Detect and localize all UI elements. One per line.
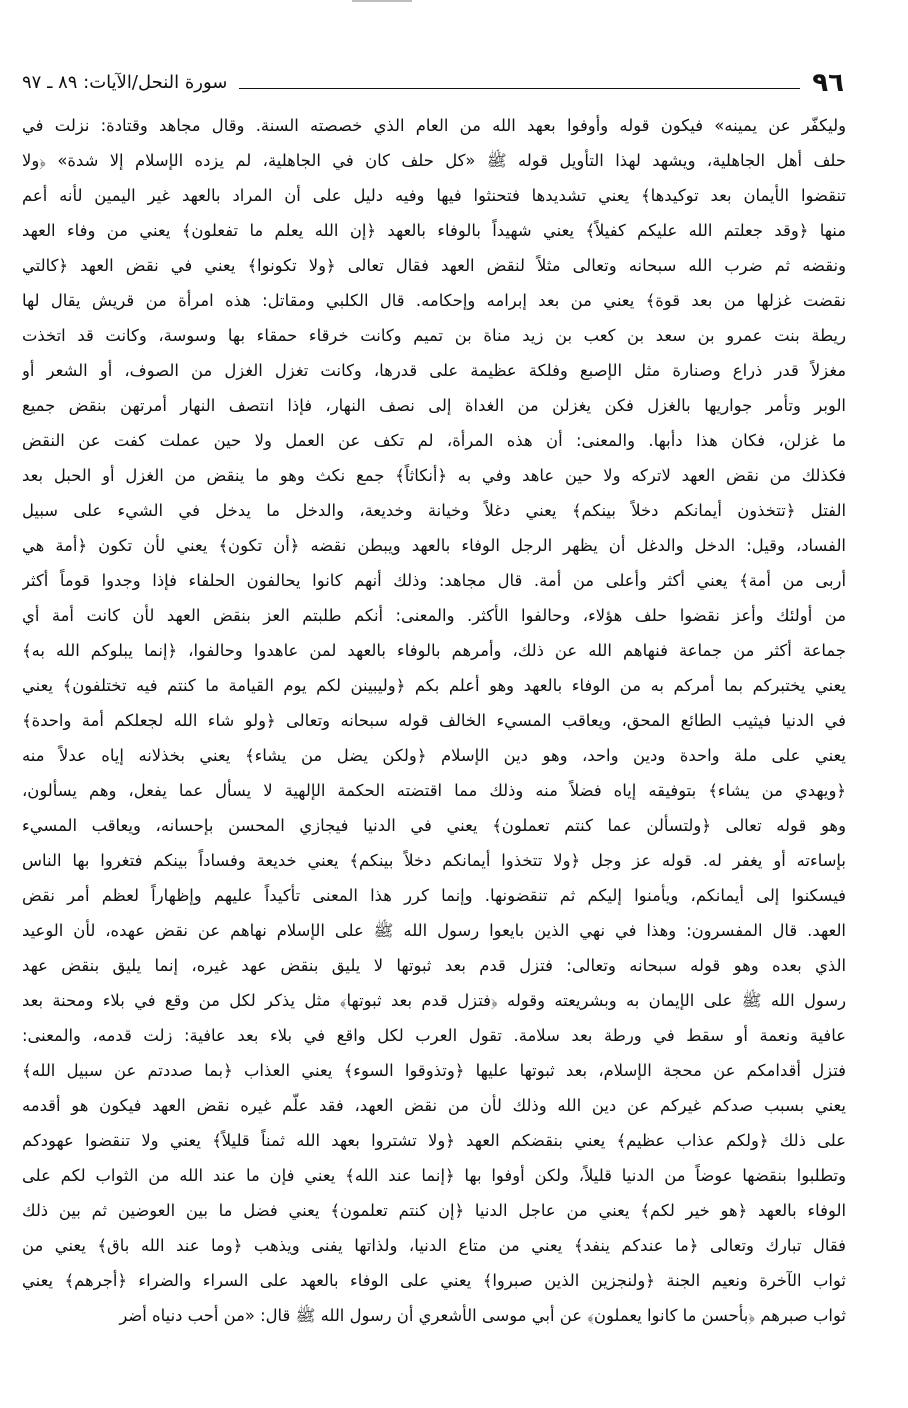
text-line: تنقضوا الأيمان بعد توكيدها﴾ يعني تشديدها فتحنثوا فيها وفيه دليل على أن المراد بالعهد غير اليمين لأنه أعم xyxy=(22,186,846,205)
text-line: ثواب صبرهم ﴿بأحسن ما كانوا يعملون﴾ عن أبي موسى الأشعري أن رسول الله ﷺ قال: «من أحب دنياه أضر xyxy=(119,1306,846,1325)
text-line: يعني على ملة واحدة ودين واحد، وهو دين الإسلام ﴿ولكن يضل من يشاء﴾ يعني بخذلانه إياه عدلاً منه xyxy=(22,746,846,765)
page-header xyxy=(22,66,844,100)
text-line: ونقضه ثم ضرب الله سبحانه وتعالى مثلاً لنقض العهد فقال تعالى ﴿ولا تكونوا﴾ يعني في نقض العهد ﴿كالتي xyxy=(22,256,846,275)
text-line: ما غزلن، فكان هذا دأبها. والمعنى: أن هذه المرأة، لم تكف عن العمل ولا حين عملت كفت عن النقض xyxy=(22,431,846,450)
text-line: فتزل أقدامكم عن محجة الإسلام، بعد ثبوتها عليها ﴿وتذوقوا السوء﴾ يعني العذاب ﴿بما صددتم عن سبيل الله﴾ xyxy=(22,1061,846,1080)
scan-mark xyxy=(352,0,412,2)
text-line: حلف أهل الجاهلية، ويشهد لهذا التأويل قوله ﷺ «كل حلف كان في الجاهلية، لم يزده الإسلام إلا شدة» ﴿ولا xyxy=(22,151,846,170)
text-line: عافية ونعمة أو سقط في ورطة بعد سلامة. تقول العرب لكل واقع في بلاء بعد عافية: زلت قدمه، والمعنى: xyxy=(22,1026,846,1045)
text-line: العهد. قال المفسرون: وهذا في نهي الذين بايعوا رسول الله ﷺ على الإسلام نهاهم عن نقض عهده، لأن الوعيد xyxy=(22,921,846,940)
text-line: الوفاء بالعهد ﴿هو خير لكم﴾ يعني من عاجل الدنيا ﴿إن كنتم تعلمون﴾ يعني فضل ما بين العوضين ثم بين ذلك xyxy=(22,1201,846,1220)
header-rule xyxy=(239,88,800,89)
text-line: ﴿ويهدي من يشاء﴾ بتوفيقه إياه فضلاً منه وذلك مما اقتضته الحكمة الإلهية لا يسأل عما يفعل، وهم يسألون، xyxy=(22,781,846,800)
text-line: وتطلبوا بنقضها عوضاً من الدنيا قليلاً، ولكن أوفوا بها ﴿إنما عند الله﴾ يعني فإن ما عند الله من الثواب لكم على xyxy=(22,1166,846,1185)
text-line: الفتل ﴿تتخذون أيمانكم دخلاً بينكم﴾ يعني دغلاً وخيانة وخديعة، والدخل ما يدخل في الشيء على سبيل xyxy=(22,501,846,520)
body-text xyxy=(22,108,846,1333)
text-line: فقال تبارك وتعالى ﴿ما عندكم ينفد﴾ يعني من متاع الدنيا، ولذاتها يفنى ويذهب ﴿وما عند الله باق﴾ يعني من xyxy=(22,1236,846,1255)
text-line: يعني بسبب صدكم غيركم عن دين الله وذلك لأن من نقض العهد، فقد علّم غيره نقض العهد فيكون هو أقدمه xyxy=(22,1096,846,1115)
text-line: على ذلك ﴿ولكم عذاب عظيم﴾ يعني بنقضكم العهد ﴿ولا تشتروا بعهد الله ثمناً قليلاً﴾ يعني ولا تنقضوا عهودكم xyxy=(22,1131,846,1150)
text-line: وهو قوله تعالى ﴿ولتسألن عما كنتم تعملون﴾ يعني في الدنيا فيجازي المحسن بإحسانه، ويعاقب المسيء xyxy=(22,816,846,835)
text-line: فيسكنوا إلى أيمانكم، ويأمنوا إليكم ثم تنقضونها. وإنما كرر هذا المعنى تأكيداً عليهم وإظهاراً لعظم أمر نقض xyxy=(22,886,846,905)
text-line: جماعة أكثر من جماعة فنهاهم الله عن ذلك، وأمرهم بالوفاء بالعهد لمن عاهدوا وحالفوا، ﴿إنما يبلوكم الله به﴾ xyxy=(22,641,846,660)
text-line: الوبر وتأمر جواريها بالغزل فكن يغزلن من الغداة إلى نصف النهار، فإذا انتصف النهار أمرتهن بنقض جميع xyxy=(22,396,846,415)
text-line: مغزلاً قدر ذراع وصنارة مثل الإصبع وفلكة عظيمة على قدرها، وكانت تغزل الغزل من الصوف، أو الشعر أو xyxy=(22,361,846,380)
text-line: من أولئك وأعز نقضوا حلف هؤلاء، وحالفوا الأكثر. والمعنى: أنكم طلبتم العز بنقض العهد لأن كانت أمة أي xyxy=(22,606,846,625)
text-line: منها ﴿وقد جعلتم الله عليكم كفيلاً﴾ يعني شهيداً بالوفاء بالعهد ﴿إن الله يعلم ما تفعلون﴾ يعني من وفاء العهد xyxy=(22,221,846,240)
text-line: يعني يختبركم بما أمركم به من الوفاء بالعهد وهو أعلم بكم ﴿وليبينن لكم يوم القيامة ما كنتم فيه تختلفون﴾ يعني xyxy=(22,676,846,695)
running-title: سورة النحل/الآيات: ٨٩ ـ ٩٧ xyxy=(22,72,228,93)
text-line: أربى من أمة﴾ يعني أكثر وأعلى من أمة. قال مجاهد: وذلك أنهم كانوا يحالفون الحلفاء فإذا وجدوا قوماً أكثر xyxy=(22,571,846,590)
text-line: بإساءته أو يغفر له. قوله عز وجل ﴿ولا تتخذوا أيمانكم دخلاً بينكم﴾ يعني خديعة وفساداً بينكم فتغروا بها الناس xyxy=(22,851,846,870)
text-line: وليكفّر عن يمينه» فيكون قوله وأوفوا بعهد الله من العام الذي خصصته السنة. وقال مجاهد وقتادة: نزلت في xyxy=(22,116,846,135)
text-line: رسول الله ﷺ على الإيمان به وبشريعته وقوله ﴿فتزل قدم بعد ثبوتها﴾ مثل يذكر لكل من وقع في بلاء ومحنة بعد xyxy=(22,991,846,1010)
text-line: نقضت غزلها من بعد قوة﴾ يعني من بعد إبرامه وإحكامه. قال الكلبي ومقاتل: هذه امرأة من قريش يقال لها xyxy=(22,291,846,310)
text-line: الفساد، وقيل: الدخل والدغل أن يظهر الرجل الوفاء بالعهد ويبطن نقضه ﴿أن تكون﴾ يعني لأن تكون ﴿أمة هي xyxy=(22,536,846,555)
text-line: ثواب الآخرة ونعيم الجنة ﴿ولنجزين الذين صبروا﴾ يعني على الوفاء بالعهد على السراء والضراء ﴿أجرهم﴾ يعني xyxy=(22,1271,846,1290)
text-line: في الدنيا فيثيب الطائع المحق، ويعاقب المسيء الخالف قوله سبحانه وتعالى ﴿ولو شاء الله لجعلكم أمة واحدة﴾ xyxy=(22,711,846,730)
text-line: الذي بعده وهو قوله سبحانه وتعالى: فتزل قدم بعد ثبوتها لا يليق بنقض عهد غيره، إنما يليق بنقض عهد xyxy=(22,956,846,975)
text-line: فكذلك من نقض العهد لاتركه ولا حين عاهد وفي به ﴿أنكاثاً﴾ جمع نكث وهو ما ينقض من الغزل أو الحبل بعد xyxy=(22,466,846,485)
page-number: ٩٦ xyxy=(812,68,844,98)
text-line: ريطة بنت عمرو بن سعد بن كعب بن زيد مناة بن تميم وكانت خرقاء حمقاء بها وسوسة، وكانت قد اتخذت xyxy=(22,326,846,345)
